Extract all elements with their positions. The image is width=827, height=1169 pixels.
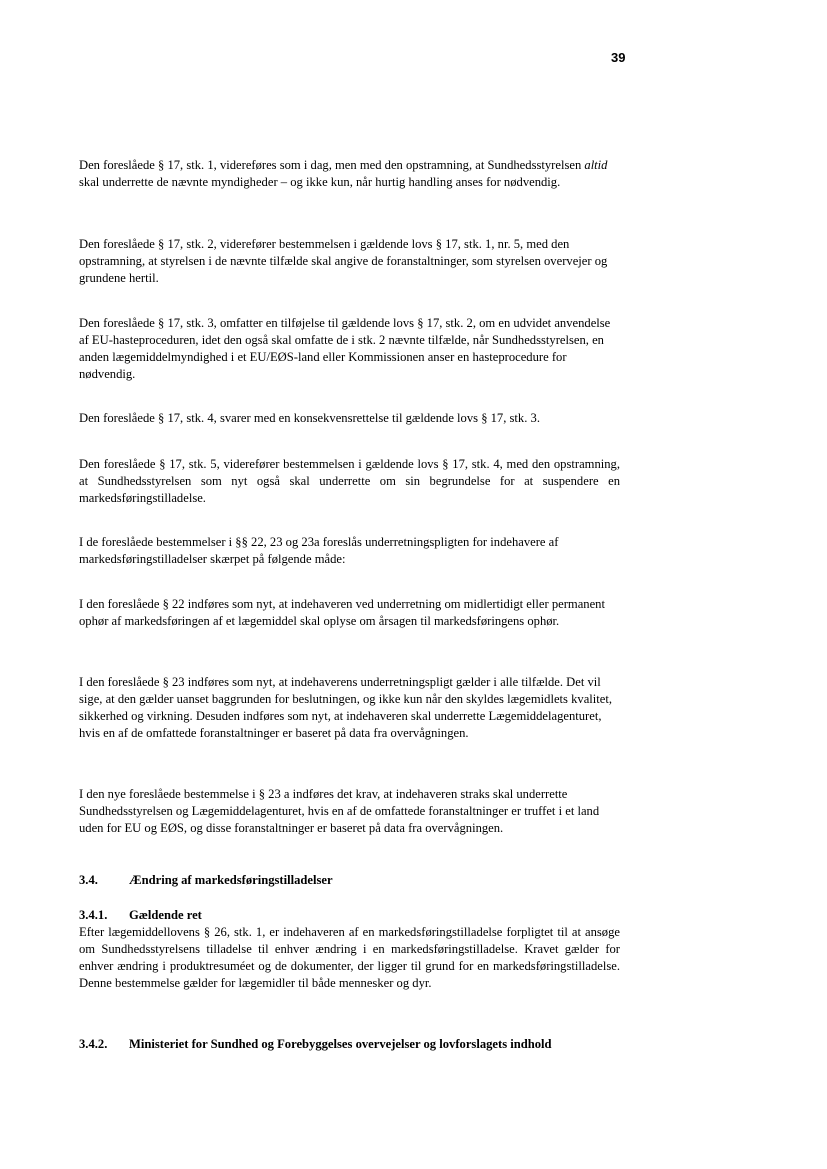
section-title: Ændring af markedsføringstilladelser bbox=[129, 873, 333, 887]
paragraph-1-emphasis: altid bbox=[584, 158, 608, 172]
section-number: 3.4.2. bbox=[79, 1037, 108, 1051]
paragraph-8: I den foreslåede § 23 indføres som nyt, at indehaverens underretningspligt gælder i alle tilfælde. Det vil sige, at den gælder uanset baggrunden for beslutningen, og ikke kun når den skyldes lægemidlets kvalitet, sikkerhed og virkning. Desuden indføres som nyt, at indehaveren skal underrette Lægemiddelagenturet, hvis en af de omfattede foranstaltninger er baseret på data fra overvågningen. bbox=[79, 675, 613, 740]
section-title: Gældende ret bbox=[129, 908, 202, 922]
section-number: 3.4. bbox=[79, 873, 98, 887]
page-number: 39 bbox=[611, 50, 626, 65]
paragraph-7: I den foreslåede § 22 indføres som nyt, at indehaveren ved underretning om midlertidigt eller permanent ophør af markedsføringen af et lægemiddel skal oplyse om årsagen til markedsføringens ophør. bbox=[79, 597, 605, 628]
paragraph-10: Efter lægemiddellovens § 26, stk. 1, er indehaveren af en markedsføringstilladelse forpligtet til at ansøge om Sundhedsstyrelsens tilladelse til enhver ændring i en markedsføringstilladelse. Kravet gælder for enhver ændring i produktresuméet og de dokumenter, der ligger til grund for en markedsføringstilladelse. Denne bestemmelse gælder for lægemidler til både mennesker og dyr. bbox=[79, 925, 620, 990]
paragraph-6: I de foreslåede bestemmelser i §§ 22, 23 og 23a foreslås underretningspligten for indehavere af markedsføringstilladelser skærpet på følgende måde: bbox=[79, 535, 559, 566]
paragraph-5: Den foreslåede § 17, stk. 5, viderefører bestemmelsen i gældende lovs § 17, stk. 4, med den opstramning, at Sundhedsstyrelsen som nyt også skal underrette om sin begrundelse for at suspendere en markedsføringstilladelse. bbox=[79, 457, 620, 505]
paragraph-1 bbox=[79, 157, 620, 191]
paragraph-9: I den nye foreslåede bestemmelse i § 23 a indføres det krav, at indehaveren straks skal underrette Sundhedsstyrelsen og Lægemiddelagenturet, hvis en af de omfattede foranstaltninger er truffet i et land uden for EU og EØS, og disse foranstaltninger er baseret på data fra overvågningen. bbox=[79, 787, 600, 835]
section-heading-3-4 bbox=[79, 872, 333, 889]
paragraph-4: Den foreslåede § 17, stk. 4, svarer med en konsekvensrettelse til gældende lovs § 17, stk. 3. bbox=[79, 411, 540, 425]
paragraph-3: Den foreslåede § 17, stk. 3, omfatter en tilføjelse til gældende lovs § 17, stk. 2, om en udvidet anvendelse af EU-hasteproceduren, idet den også skal omfatte de i stk. 2 nævnte tilfælde, når Sundhedsstyrelsen, en anden lægemiddelmyndighed i et EU/EØS-land eller Kommissionen anser en hasteprocedure for nødvendig. bbox=[79, 316, 611, 381]
paragraph-1-text-b: skal underrette de nævnte myndigheder – og ikke kun, når hurtig handling anses for nødvendig. bbox=[79, 175, 561, 189]
section-title: Ministeriet for Sundhed og Forebyggelses overvejelser og lovforslagets indhold bbox=[129, 1037, 552, 1051]
section-heading-3-4-1 bbox=[79, 907, 202, 924]
section-number: 3.4.1. bbox=[79, 908, 108, 922]
paragraph-1-text-a: Den foreslåede § 17, stk. 1, videreføres som i dag, men med den opstramning, at Sundhedsstyrelsen bbox=[79, 158, 585, 172]
paragraph-2: Den foreslåede § 17, stk. 2, viderefører bestemmelsen i gældende lovs § 17, stk. 1, nr. 5, med den opstramning, at styrelsen i de nævnte tilfælde skal angive de foranstaltninger, som styrelsen overvejer og grundene hertil. bbox=[79, 237, 608, 285]
section-heading-3-4-2 bbox=[79, 1036, 552, 1053]
